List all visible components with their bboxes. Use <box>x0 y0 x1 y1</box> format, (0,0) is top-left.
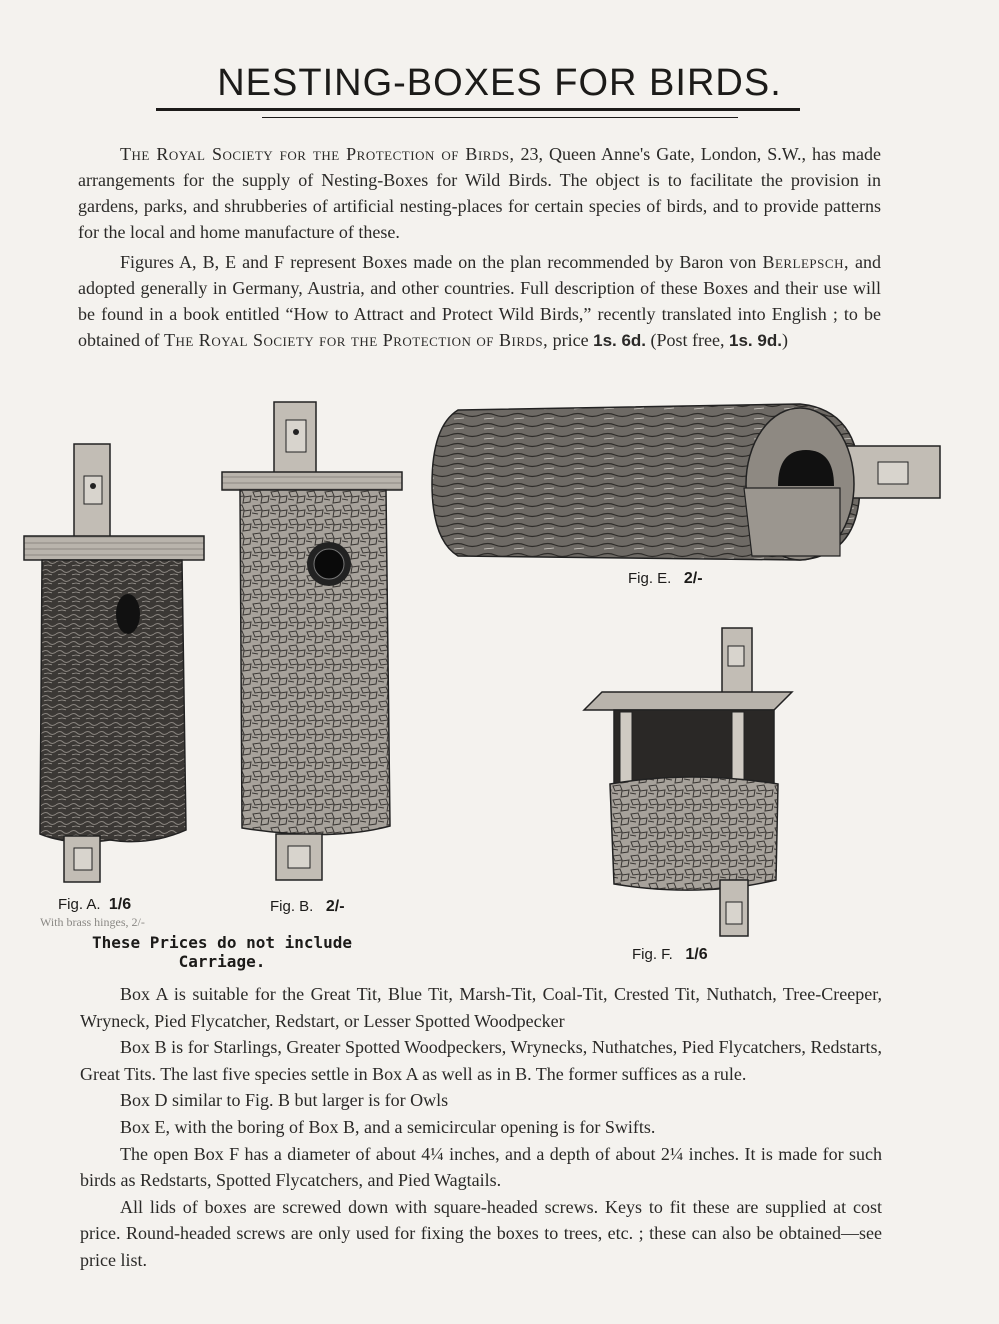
page-title: NESTING-BOXES FOR BIRDS. <box>217 62 782 104</box>
figure-a-hinge-note: With brass hinges, 2/- <box>40 915 145 929</box>
figure-e-caption: Fig. E. 2/- <box>628 570 703 587</box>
box-descriptions <box>80 981 882 1274</box>
figure-f-caption: Fig. F. 1/6 <box>632 946 708 963</box>
figure-e-price: 2/- <box>683 570 703 587</box>
box-e-description: Box E, with the boring of Box B, and a semicircular opening is for Swifts. <box>120 1116 656 1137</box>
figure-e-box <box>432 404 940 560</box>
lids-note: All lids of boxes are screwed down with square-headed screws. Keys to fit these are supplied at cost price. Round-headed screws are only used for fixing the boxes to trees, etc. ; these can also be obtained—see price list. <box>80 1196 882 1270</box>
book-price: 1s. 6d. <box>593 331 647 350</box>
figure-b-caption: Fig. B. 2/- <box>270 898 345 915</box>
figure-f-box <box>584 628 792 936</box>
society-name-2: The Royal Society for the Protection of Birds, <box>163 330 549 350</box>
figure-a-caption: Fig. A. 1/6 <box>58 896 132 913</box>
figure-b-price: 2/- <box>325 898 345 915</box>
intro-paragraph-2: Figures A, B, E and F represent Boxes made on the plan recommended by Baron von Berlepsch, and adopted generally in Germany, Austria, and other countries. Full description of these Boxes and their use will be found in a book entitled “How to Attract and Protect Wild Birds,” recently translated into English ; to be obtained of The Royal Society for the Protection of Birds, price 1s. 6d. (Post free, 1s. 9d.) <box>78 252 881 350</box>
box-f-description: The open Box F has a diameter of about 4¼ inches, and a depth of about 2¼ inches. It is made for such birds as Redstarts, Spotted Flycatchers, and Pied Wagtails. <box>80 1143 882 1191</box>
figure-b-box <box>222 402 402 880</box>
box-b-description: Box B is for Starlings, Greater Spotted Woodpeckers, Wrynecks, Nuthatches, Pied Flycatchers, Redstarts, Great Tits. The last five species settle in Box A as well as in B. The former suffices as a rule. <box>80 1037 882 1084</box>
carriage-note: These Prices do not include Carriage. <box>91 933 353 971</box>
box-a-description: Box A is suitable for the Great Tit, Blue Tit, Marsh-Tit, Coal-Tit, Crested Tit, Nuthatch, Tree-Creeper, Wryneck, Pied Flycatcher, Redstart, or Lesser Spotted Woodpecker <box>80 984 882 1031</box>
book-postfree-price: 1s. 9d. <box>729 331 782 350</box>
intro-paragraph-1: The Royal Society for the Protection of Birds, 23, Queen Anne's Gate, London, S.W., has made arrangements for the supply of Nesting-Boxes for Wild Birds. The object is to facilitate the provision in gardens, parks, and shrubberies of artificial nesting-places for certain species of birds, and to provide patterns for the local and home manufacture of these. <box>78 144 881 242</box>
figure-f-price: 1/6 <box>685 946 708 963</box>
figure-a-price: 1/6 <box>108 896 132 913</box>
society-name: The Royal Society for the Protection of Birds, <box>120 144 515 164</box>
figure-a-box <box>24 444 204 882</box>
box-d-description: Box D similar to Fig. B but larger is for Owls <box>120 1090 449 1111</box>
